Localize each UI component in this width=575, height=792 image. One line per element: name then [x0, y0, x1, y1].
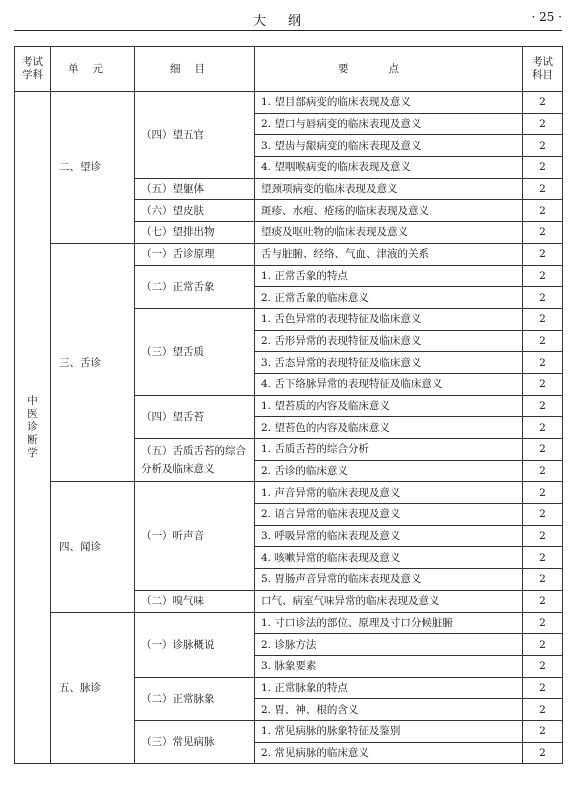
point-cell: 2. 胃、神、根的含义: [255, 699, 523, 721]
page-header: [14, 8, 562, 30]
exam-cell: 2: [523, 569, 563, 591]
point-cell: 3. 望齿与龈病变的临床表现及意义: [255, 135, 523, 157]
exam-cell: 2: [523, 655, 563, 677]
header-detail: 细目: [135, 47, 255, 92]
exam-cell: 2: [523, 308, 563, 330]
table-row: [15, 92, 563, 114]
exam-cell: 2: [523, 135, 563, 157]
point-cell: 口气、病室气味异常的临床表现及意义: [255, 590, 523, 612]
detail-cell: （三）常见病脉: [135, 720, 255, 763]
header-subject: 考试学科: [15, 47, 51, 92]
point-cell: 3. 呼吸异常的临床表现及意义: [255, 525, 523, 547]
point-cell: 2. 舌诊的临床意义: [255, 460, 523, 482]
exam-cell: 2: [523, 373, 563, 395]
unit-cell: 四、闻诊: [51, 482, 135, 612]
point-cell: 2. 望苔色的内容及临床意义: [255, 417, 523, 439]
table-row: [15, 243, 563, 265]
point-cell: 1. 声音异常的临床表现及意义: [255, 482, 523, 504]
detail-cell: （三）望舌质: [135, 308, 255, 395]
point-cell: 1. 正常舌象的特点: [255, 265, 523, 287]
page-number: · 25 ·: [531, 10, 562, 24]
point-cell: 1. 舌色异常的表现特征及临床意义: [255, 308, 523, 330]
detail-cell: （五）望躯体: [135, 178, 255, 200]
exam-cell: 2: [523, 742, 563, 764]
point-cell: 舌与脏腑、经络、气血、津液的关系: [255, 243, 523, 265]
detail-cell: （二）正常脉象: [135, 677, 255, 720]
subject-cell: 中医诊断学: [15, 92, 51, 764]
detail-cell: （一）听声音: [135, 482, 255, 590]
point-cell: 3. 脉象要素: [255, 655, 523, 677]
point-cell: 4. 舌下络脉异常的表现特征及临床意义: [255, 373, 523, 395]
running-title: 大纲: [252, 14, 323, 29]
detail-cell: （六）望皮肤: [135, 200, 255, 222]
table-row: [15, 482, 563, 504]
detail-cell: （四）望舌苔: [135, 395, 255, 438]
detail-cell: （二）正常舌象: [135, 265, 255, 308]
exam-cell: 2: [523, 222, 563, 244]
point-cell: 2. 诊脉方法: [255, 634, 523, 656]
unit-cell: 三、舌诊: [51, 243, 135, 482]
exam-cell: 2: [523, 460, 563, 482]
point-cell: 1. 正常脉象的特点: [255, 677, 523, 699]
exam-cell: 2: [523, 92, 563, 114]
exam-cell: 2: [523, 439, 563, 461]
exam-cell: 2: [523, 417, 563, 439]
exam-cell: 2: [523, 243, 563, 265]
point-cell: 4. 咳嗽异常的临床表现及意义: [255, 547, 523, 569]
exam-cell: 2: [523, 482, 563, 504]
point-cell: 2. 常见病脉的临床意义: [255, 742, 523, 764]
exam-cell: 2: [523, 330, 563, 352]
exam-cell: 2: [523, 352, 563, 374]
point-cell: 1. 望目部病变的临床表现及意义: [255, 92, 523, 114]
exam-cell: 2: [523, 699, 563, 721]
unit-cell: 二、望诊: [51, 92, 135, 244]
point-cell: 斑疹、水疱、疮疡的临床表现及意义: [255, 200, 523, 222]
exam-cell: 2: [523, 178, 563, 200]
unit-cell: 五、脉诊: [51, 612, 135, 764]
point-cell: 1. 舌质舌苔的综合分析: [255, 439, 523, 461]
exam-cell: 2: [523, 634, 563, 656]
point-cell: 1. 常见病脉的脉象特征及鉴别: [255, 720, 523, 742]
point-cell: 望痰及呕吐物的临床表现及意义: [255, 222, 523, 244]
point-cell: 1. 寸口诊法的部位、原理及寸口分候脏腑: [255, 612, 523, 634]
exam-cell: 2: [523, 720, 563, 742]
point-cell: 2. 语言异常的临床表现及意义: [255, 504, 523, 526]
detail-cell: （四）望五官: [135, 92, 255, 179]
exam-cell: 2: [523, 200, 563, 222]
exam-cell: 2: [523, 547, 563, 569]
point-cell: 4. 望咽喉病变的临床表现及意义: [255, 157, 523, 179]
exam-cell: 2: [523, 395, 563, 417]
header-unit: 单元: [51, 47, 135, 92]
syllabus-table: [14, 46, 563, 764]
exam-cell: 2: [523, 504, 563, 526]
point-cell: 3. 舌态异常的表现特征及临床意义: [255, 352, 523, 374]
detail-cell: （五）舌质舌苔的综合分析及临床意义: [135, 439, 255, 482]
detail-cell: （一）诊脉概说: [135, 612, 255, 677]
exam-cell: 2: [523, 157, 563, 179]
header-divider: [14, 30, 562, 31]
exam-cell: 2: [523, 265, 563, 287]
table-row: [15, 612, 563, 634]
detail-cell: （一）舌诊原理: [135, 243, 255, 265]
exam-cell: 2: [523, 590, 563, 612]
detail-cell: （七）望排出物: [135, 222, 255, 244]
header-points: 要点: [255, 47, 523, 92]
point-cell: 望颈项病变的临床表现及意义: [255, 178, 523, 200]
point-cell: 1. 望苔质的内容及临床意义: [255, 395, 523, 417]
point-cell: 2. 舌形异常的表现特征及临床意义: [255, 330, 523, 352]
exam-cell: 2: [523, 677, 563, 699]
point-cell: 5. 胃肠声音异常的临床表现及意义: [255, 569, 523, 591]
point-cell: 2. 正常舌象的临床意义: [255, 287, 523, 309]
exam-cell: 2: [523, 612, 563, 634]
exam-cell: 2: [523, 525, 563, 547]
point-cell: 2. 望口与唇病变的临床表现及意义: [255, 113, 523, 135]
detail-cell: （二）嗅气味: [135, 590, 255, 612]
exam-cell: 2: [523, 287, 563, 309]
table-header-row: [15, 47, 563, 92]
exam-cell: 2: [523, 113, 563, 135]
header-exam: 考试科目: [523, 47, 563, 92]
